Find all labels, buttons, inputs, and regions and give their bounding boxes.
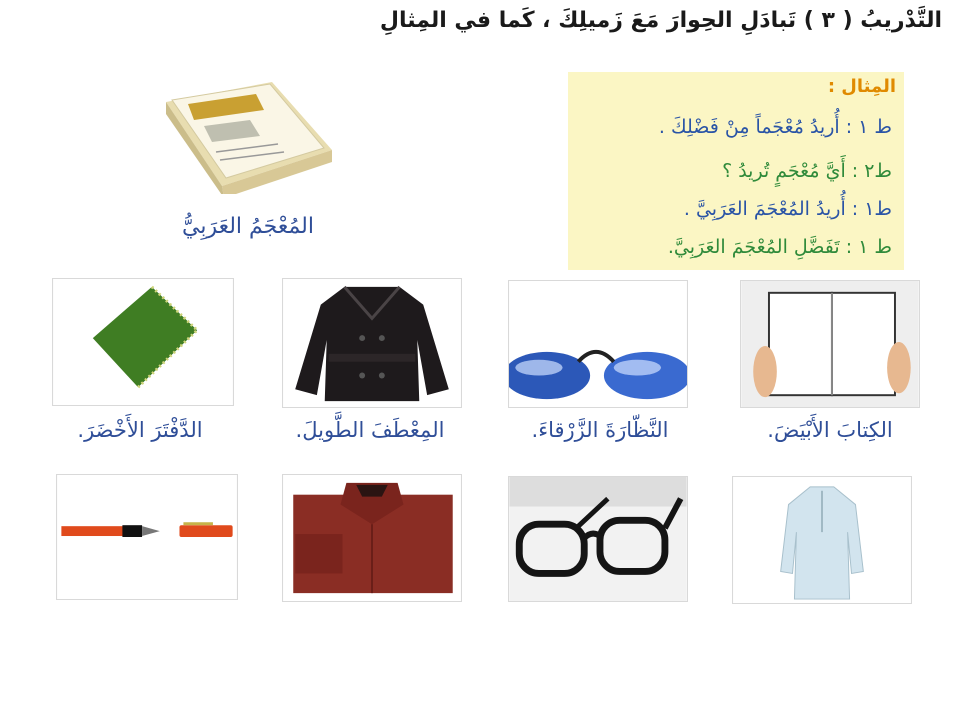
long-coat-card [282,278,462,408]
dictionary-caption: المُعْجَمُ العَرَبِيُّ [181,214,314,239]
blue-glasses-icon [509,281,687,407]
green-notebook-card [52,278,234,406]
example-line-4: ط ١ : تَفَضَّلِ المُعْجَمَ العَرَبِيَّ. [667,236,892,258]
blue-glasses-card [508,280,688,408]
white-robe-icon [733,477,911,603]
white-book-icon [741,281,919,407]
black-glasses-card [508,476,688,602]
example-line-1: ط ١ : أُريدُ مُعْجَماً مِنْ فَضْلِكَ . [658,116,892,138]
white-book-card [740,280,920,408]
long-coat-caption: المِعْطَفَ الطَّويلَ. [295,418,445,442]
red-shirt-card [282,474,462,602]
red-shirt-icon [283,475,461,601]
red-pen-card [56,474,238,600]
white-robe-card [732,476,912,604]
example-line-3: ط١ : أُريدُ المُعْجَمَ العَرَبِيَّ . [683,198,892,220]
green-notebook-caption: الدَّفْتَرَ الأَخْضَرَ. [77,418,203,442]
long-coat-icon [283,279,461,407]
example-heading: المِثال : [827,76,896,97]
example-box [568,72,904,270]
black-glasses-icon [509,477,687,601]
exercise-title: التَّدْريبُ ( ٣ ) تَبادَلِ الحِوارَ مَعَ زَميلِكَ ، كَما في المِثالِ [379,8,942,33]
red-pen-icon [57,475,237,599]
arabic-dictionary-icon [160,74,336,194]
blue-glasses-caption: النَّظّارَةَ الزَّرْقاءَ. [531,418,669,442]
example-line-2: ط٢ : أَيَّ مُعْجَمٍ تُريدُ ؟ [722,160,892,182]
white-book-caption: الكِتابَ الأَبْيَضَ. [767,418,893,442]
green-notebook-icon [53,279,233,405]
